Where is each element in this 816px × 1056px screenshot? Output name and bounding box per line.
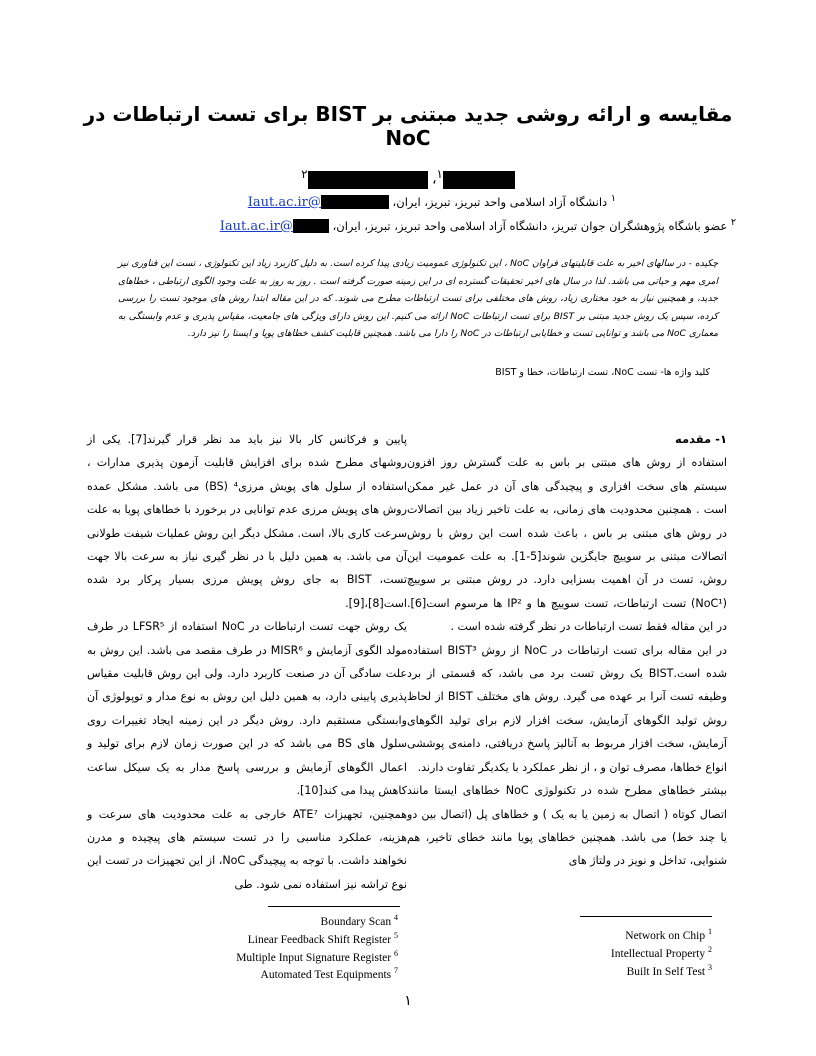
footnotes-left: [236, 911, 398, 982]
paper-title: مقایسه و ارائه روشی جدید مبتنی بر BIST برای تست ارتباطات در NoC: [83, 102, 733, 150]
footnote-rule-left: [268, 906, 400, 907]
footnote-rule-right: [580, 916, 712, 917]
author-line: [80, 167, 736, 189]
footnote-2: Intellectual Property $^2$: [610, 944, 712, 960]
right-paragraph-3: بیشتر خطاهای مطرح شده در تکنولوژی NoC خطاهای ایستا مانند اتصال کوتاه ( اتصال به زمین یا به یک ) و خطاهای پل (اتصال بین دو یا چند خط) می باشد. همچنین خطاهای پویا مانند خطای تاخیر، هم شنوایی، تداخل و نویز در ولتاژ های: [407, 784, 727, 868]
abstract: چکیده - در سالهای اخیر به علت قابلیتهای فراوان NoC ، این تکنولوژی عمومیت زیادی پیدا کرده است. به دلیل کاربرد زیاد این تکنولوژی ، تست این فناوری نیز امری مهم و حیاتی می باشد. لذا در سال های اخیر تحقیقات گسترده ای در این زمینه صورت گرفته است . روز به روز به علت وجود الگوی ارتباطی ، خطاهای جدید، و همچنین نیاز به خود مختاری زیاد، روش های مختلفی برای تست ارتباطات مطرح می شوند. که در این مقاله ابتدا روش های موجود تست را بررسی کرده، سپس یک روش جدید مبتنی بر BIST برای تست ارتباطات NoC ارائه می کنیم. این روش دارای ویژگی های جامعیت، مقیاس پذیری و عدم وابستگی به معماری NoC می باشد و توانایی تست و خطایابی ارتباطات در NoC را دارا می باشد. همچنین قابلیت کشف خطاهای پویا و ایستا را نیز دارد.: [118, 258, 719, 339]
affiliation-1-email-link[interactable]: [248, 195, 389, 210]
page-number: ۱: [404, 993, 412, 1009]
affiliation-2-text: عضو باشگاه پژوهشگران جوان تبریز، دانشگاه آزاد اسلامی واحد تبریز، تبریز، ایران،: [332, 218, 728, 233]
author-2-affil-mark: ۲: [301, 167, 308, 181]
left-paragraph-2: یک روش جهت تست ارتباطات در NoC استفاده از LFSR⁵ در طرف مولد الگوی آزمایش و MISR⁶ در طرف مقصد می باشد. این روش به علت سادگی آن در صنعت کاربرد دارد. ولی این روش قابلیت مقیاس پذیری پایینی دارد، به همین دلیل این روش به نوع مدار و توپولوژی آن وابستگی مستقیم دارد. روش دیگر در این زمینه ایجاد تغییرات روی سلول های BS می باشد که در این صورت زمان لازم برای تولید و اعمال الگوهای آزمایش و بررسی پاسخ مدار به یک سیکل ساعت کاهش پیدا می کند[10].: [87, 620, 407, 798]
affiliation-1-email-domain: @Iaut.ac.ir: [247, 194, 321, 210]
left-column: [87, 428, 407, 896]
redacted-author-1: [443, 171, 515, 189]
left-paragraph-1: پایین و فرکانس کار بالا نیز باید مد نظر قرار گیرند[7]. یکی از روشهای مطرح شده برای افزایش قابلیت آزمون پذیری مدارات ، استفاده از سلول های پویش مرزی⁴ (BS) می باشد. مشکل عمده روش های پویش مرزی عدم توانایی در برخورد با خطاهای پویا به علت سرعت کاری بالا، است. مشکل دیگر این روش عملیات شیفت طولانی آن می باشد. به همین دلیل با در نظر گیری نیاز به سرعت بالا جهت تست، BIST به جای روش پویش مرزی بسیار پرکار برد شده است[8]،[9].: [87, 433, 407, 610]
affiliation-2-mark: ۲: [730, 217, 736, 228]
right-column: [407, 428, 727, 873]
section-heading-introduction: ۱- مقدمه: [675, 432, 727, 446]
affiliation-2: [220, 217, 736, 234]
footnote-4: Boundary Scan $^4$: [320, 913, 398, 928]
footnotes-right: [611, 925, 712, 978]
affiliation-1-mark: ۱: [610, 193, 616, 204]
affiliation-1: [248, 193, 616, 210]
right-paragraph-2: در این مقاله برای تست ارتباطات در NoC از روش BIST³ استفاده شده است.BIST یک روش تست برد می باشد، که قسمتی از برد وظیفه تست آنرا بر عهده می گیرد. روش های مختلف BIST از لحاظ روش تولید الگوهای آزمایش، سخت افزار لازم برای تولید الگوهای آزمایش، سخت افزار مربوط به آنالیز پاسخ دریافتی، دامنه‌ی پوششی انواع خطاها، مصرف توان و ، از نظر عملکرد با یکدیگر تفاوت دارند.: [407, 643, 728, 774]
footnote-6: Multiple Input Signature Register $^6$: [236, 948, 398, 964]
footnote-5: Linear Feedback Shift Register $^5$: [247, 930, 398, 946]
left-paragraph-3: همچنین، تجهیزات ATE⁷ خارجی به علت محدودیت های سرعت و هزینه، عملکرد مناسبی را در تست سیستم های پیچیده و مدرن نخواهند داشت. با توجه به پیچیدگی NoC، از این تجهیزات در تست این نوع تراشه نیز استفاده نمی شود. طی: [87, 807, 407, 891]
footnote-7: Automated Test Equipments $^7$: [260, 966, 398, 982]
author-1-affil-mark: ۱: [436, 167, 443, 181]
author-separator: ،: [431, 171, 437, 188]
affiliation-1-text: دانشگاه آزاد اسلامی واحد تبریز، تبریز، ایران،: [392, 194, 608, 209]
affiliation-2-email-domain: @Iaut.ac.ir: [219, 218, 293, 234]
redacted-email-1: [321, 195, 389, 209]
footnote-1: Network on Chip $^1$: [625, 927, 712, 942]
keywords: کلید واژه ها- تست NoC، تست ارتباطات، خطا و BIST: [495, 367, 710, 378]
redacted-author-2: [308, 171, 428, 189]
affiliation-2-email-link[interactable]: [220, 219, 329, 234]
redacted-email-2: [293, 219, 329, 233]
right-paragraph-1: استفاده از روش های مبتنی بر باس به علت گسترش روز افزون سیستم های سخت افزاری و پیچیدگی های آن در عمل غیر ممکن است . همچنین محدودیت های زمانی، به علت تاخیر زیاد بین اتصالات در روش های مبتنی بر باس ، باعث شده است این روش با روش اتصالات مبتنی بر سوییچ جایگزین شوند[5-1]. به علت عمومیت این روش، تست در آن اهمیت بسزایی دارد. در روش مبتنی بر سوییچ (NoC¹) تست ارتباطات، تست سوییچ ها و IP² ها مرسوم است[6]. در این مقاله فقط تست ارتباطات در نظر گرفته شده است .: [407, 456, 727, 634]
footnote-3: Built In Self Test $^3$: [626, 962, 712, 978]
